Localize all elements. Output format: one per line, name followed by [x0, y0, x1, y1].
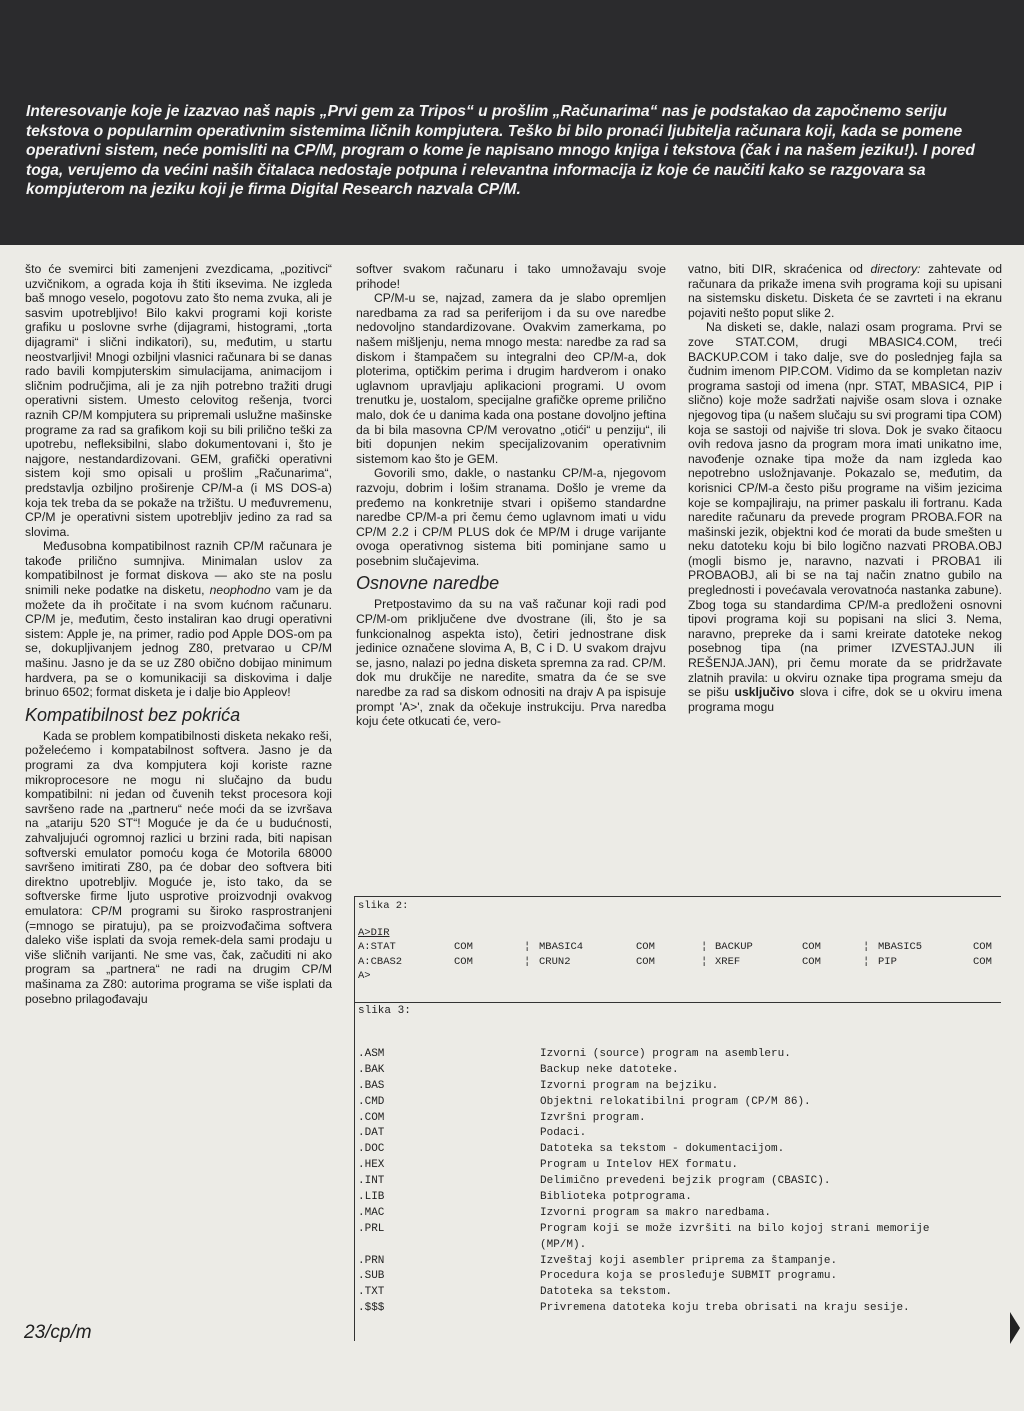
file-extension: .BAK	[358, 1063, 385, 1076]
dir-prompt: A>	[358, 970, 371, 982]
file-type-description: Izvorni program na bejziku.	[540, 1079, 719, 1092]
column-2	[356, 262, 666, 729]
file-type-description: Podaci.	[540, 1127, 587, 1140]
intro-text: Interesovanje koje je izazvao naš napis „Prvi gem za Tripos“ u prošlim „Računarima“ nas je podstakao da započnemo seriju tekstova o popularnim operativnim sistemima ličnih kompjutera. Teško bi bilo pronaći ljubitelja računara koji, kada se pomene operativni sistem, neće pomisliti na CP/M, program o kome je napisano mnogo knjiga i tekstova (čak i na našem jeziku!). I pored toga, verujemo da većini naših čitalaca nedostaje potpuna i relevantna informacija iz koje će naučiti kako se razgovara sa kompjuterom na jeziku koji je firma Digital Research nazvala CP/M.	[26, 103, 975, 198]
file-type-row	[358, 1269, 998, 1285]
file-extension: .MAC	[358, 1206, 385, 1219]
paragraph: Na disketi se, dakle, nalazi osam programa. Prvi se zove STAT.COM, drugi MBASIC4.COM, treći BACKUP.COM i tako dalje, sve do poslednjeg fajla sa čudnim imenom PIP.COM. Vidimo da se kompletan naziv programa sastoji od imena (npr. STAT, MBASIC4, PIP i slično) koje može sadržati najviše osam slova i oznake njegovog tipa (u našem slučaju su svi programi tipa COM) koja se sastoji od najviše tri slova. Dok je svako čitaocu ovih redova jasno da program mora imati unikatno ime, navođenje oznake tipa može da nam izgleda kao nepotrebno usložnjavanje. Pokazalo se, međutim, da korisnici CP/M-a često pišu programe na višim jezicima koje se kompajliraju, na primer paskalu ili fortranu. Kada naredite računaru da prevede program PROBA.FOR na mašinski jezik, objektni kod će morati da bude smešten u neku datoteku koju bi bilo logično nazvati PROBA.OBJ (mogli bismo je, naravno, nazvati i PROBA1 ili PROBAOBJ, ali bi se na taj način znatno gubilo na preglednosti i povećavala verovatnoća nastanka zabune). Zbog toga su standardima CP/M-a predloženi osnovni tipovi programa koji su popisani na slici 3. Nema, naravno, prepreke da i sami kreirate datoteke nekog posebnog tipa (na primer IZVESTAJ.JUN ili REŠENJA.JAN), pri čemu morate da se pridržavate zlatnih pravila: u okviru oznake tipa programa smeju da se pišu usključivo slova i cifre, dok se u okviru imena programa mogu	[688, 320, 1002, 714]
file-type-description: Program koji se može izvršiti na bilo kojoj strani memorije (MP/M).	[540, 1222, 930, 1251]
file-type-description: Izvorni (source) program na asembleru.	[540, 1048, 791, 1060]
file-type-row	[358, 1190, 998, 1206]
file-type-description: Procedura koja se prosleđuje SUBMIT programu.	[540, 1270, 838, 1283]
file-extension: .CMD	[358, 1095, 385, 1108]
file-extension: .HEX	[358, 1159, 385, 1172]
file-type-description: Privremena datoteka koju treba obrisati na kraju sesije.	[540, 1302, 910, 1315]
paragraph: Međusobna kompatibilnost raznih CP/M računara je takođe prilično sumnjiva. Minimalan uslov za kompatibilnost je format diskova — ako ste na poslu snimili neke podatke na disketu, neophodno vam je da možete da ih pročitate i na svom kućnom računaru. CP/M je, međutim, često instaliran kao drugi operativni sistem: Apple je, na primer, radio pod Apple DOS-om pa se, dokupljivanjem jednog Z80, pretvarao u CP/M mašinu. Jasno je da se uz Z80 obično dobijao minimum hardvera, pa se o komunikaciji sa diskovima i dalje brinuo 6502; format disketa je i dalje bio Appleov!	[25, 539, 332, 700]
paragraph: vatno, biti DIR, skraćenica od directory: zahtevate od računara da prikaže imena svih programa koji su upisani na sistemsku disketu. Disketa će se zavrteti i na ekranu pojaviti nešto poput slike 2.	[688, 262, 1002, 320]
file-type-row	[358, 1301, 998, 1333]
file-type-row	[358, 1063, 998, 1079]
file-type-description: Izveštaj koji asembler priprema za štampanje.	[540, 1254, 838, 1267]
file-extension: .LIB	[358, 1191, 385, 1204]
file-type-description: Izvršni program.	[540, 1111, 646, 1124]
file-type-row	[358, 1158, 998, 1174]
paragraph: Pretpostavimo da su na vaš računar koji radi pod CP/M-om priključene dve dvostrane (ili, što je sa funkcionalnog aspekta isto), četiri jednostrane disk jedinice označene slovima A, B, C i D. U svakom drajvu se, jasno, nalazi po jedna disketa spremna za rad. CP/M. dok mu drukčije ne naredite, smatra da će se sve naredbe za rad sa diskom odnositi na drajv A pa ispisuje prompt 'A>', znak da očekuje instrukciju. Prva naredba koju ćete otkucati će, vero-	[356, 597, 666, 729]
file-extension: .PRL	[358, 1222, 385, 1235]
continue-arrow-icon	[1010, 1312, 1020, 1344]
column-separator: ¦	[863, 941, 870, 953]
file-extension: .DOC	[358, 1143, 385, 1156]
page-footer: 23/cp/m	[24, 1322, 92, 1343]
file-type-row	[358, 1285, 998, 1301]
file-extension: .COM	[358, 1111, 385, 1124]
file-extension: .SUB	[358, 1270, 385, 1283]
file-type-row	[358, 1111, 998, 1127]
file-type-description: Delimično prevedeni bejzik program (CBASIC).	[540, 1175, 831, 1188]
file-type-description: Program u Intelov HEX formatu.	[540, 1159, 739, 1172]
file-extension: .INT	[358, 1175, 385, 1188]
file-type-row	[358, 1047, 998, 1063]
file-type-description: Izvorni program sa makro naredbama.	[540, 1206, 772, 1219]
file-type-row	[358, 1254, 998, 1270]
column-1	[25, 262, 332, 1006]
file-type-description: Biblioteka potprograma.	[540, 1191, 692, 1204]
file-type-description: Backup neke datoteke.	[540, 1063, 679, 1076]
section-heading: Kompatibilnost bez pokrića	[25, 704, 241, 725]
figure-caption: slika 2:	[358, 900, 409, 912]
paragraph: softver svakom računaru i tako umnožavaju svoje prihode!	[356, 262, 666, 291]
column-separator: ¦	[524, 956, 531, 968]
dir-row: A:STAT COM ¦ MBASIC4 COM ¦ BACKUP COM ¦ MBASIC5 COM	[358, 941, 992, 953]
file-type-row	[358, 1142, 998, 1158]
file-type-description: Datoteka sa tekstom.	[540, 1286, 673, 1299]
figure-slika-2	[354, 896, 1001, 1003]
dir-command: A>DIR	[358, 927, 390, 939]
file-type-row	[358, 1206, 998, 1222]
file-type-description: Objektni relokatibilni program (CP/M 86).	[540, 1095, 811, 1108]
figure-caption: slika 3:	[358, 1005, 411, 1017]
file-type-row	[358, 1126, 998, 1142]
file-type-row	[358, 1079, 998, 1095]
file-extension: .DAT	[358, 1127, 385, 1140]
file-extension: .PRN	[358, 1254, 385, 1267]
file-type-description: Datoteka sa tekstom - dokumentacijom.	[540, 1143, 785, 1156]
column-separator: ¦	[524, 941, 531, 953]
header-band	[0, 0, 1024, 245]
file-type-row	[358, 1222, 998, 1254]
column-separator: ¦	[701, 956, 708, 968]
file-extension: .BAS	[358, 1079, 385, 1092]
file-extension: .$$$	[358, 1302, 385, 1315]
column-3	[688, 262, 1002, 714]
file-type-list	[358, 1047, 998, 1333]
paragraph: Kada se problem kompatibilnosti disketa nekako reši, poželećemo i kompatabilnost softvera. Jasno je da programi za dva kompjutera koji koriste razne mikroprocesore ne mogu ni slučajno da budu kompatibilni: ni jedan od čuvenih tekst procesora koji savršeno rade na „partneru“ neće moći da se izvršava na „atariju 520 ST“! Moguće je da će u budućnosti, zahvaljujući ogromnoj razlici u brzini rada, biti napisan softverski emulator pomoću koga će Motorila 68000 savršeno imitirati Z80, pa će dobar deo softvera biti direktno upotrebljiv. Moguće je, isto tako, da se softverske firme ljuto usprotive proizvodnji ovakvog emulatora: CP/M programi su široko rasprostranjeni (=mnogo se piratuju), pa se proizvođačima softvera daleko više isplati da svoja remek-dela sami prodaju u više sličnih varijanti. Ne sme vas, čak, začuditi ni ako program sa „partnera“ ne radi na drugim CP/M mašinama za Z80: autorima programa se više isplati da posebno prilagođavaju	[25, 728, 332, 1006]
file-extension: .TXT	[358, 1286, 385, 1299]
section-heading: Osnovne naredbe	[356, 573, 500, 594]
file-extension: .ASM	[358, 1048, 385, 1060]
figure-slika-3	[354, 1002, 1001, 1341]
dir-row: A:CBAS2 COM ¦ CRUN2 COM ¦ XREF COM ¦ PIP COM	[358, 956, 992, 968]
file-type-row	[358, 1095, 998, 1111]
column-separator: ¦	[701, 941, 708, 953]
column-separator: ¦	[863, 956, 870, 968]
paragraph: Govorili smo, dakle, o nastanku CP/M-a, njegovom razvoju, dobrim i lošim stranama. Došlo je vreme da pređemo na konkretnije stvari i opišemo standardne naredbe CP/M-a pri čemu ćemo uglavnom imati u vidu CP/M 2.2 i CP/M PLUS dok će MP/M i druge varijante ovoga operativnog sistema biti pominjane samo u posebnim slučajevima.	[356, 466, 666, 568]
paragraph: CP/M-u se, najzad, zamera da je slabo opremljen naredbama za rad sa periferijom i da su ove naredbe nedovoljno standardizovane. Ovakvim zamerkama, po našem mišljenju, nema mnogo mesta: naredbe za rad sa diskom i štampačem su integralni deo CP/M-a, dok ploterima, optičkim perima i drugim hardverom i onako uglavnom upravljaju aplikacioni programi. U ovom trenutku je, uostalom, specijalne grafičke opreme prilično malo, dok će u danima kada ona postane dovoljno jeftina da bi bila masovna CP/M verovatno „otići“ u penziju“, ili biti dopunjen nekim specijalizovanim operativnim sistemom kao što je GEM.	[356, 291, 666, 466]
file-type-row	[358, 1174, 998, 1190]
paragraph: što će svemirci biti zamenjeni zvezdicama, „pozitivci“ uzvičnikom, a ograda koja ih štiti iksevima. Ne izgleda baš mnogo veselo, pogotovu zato što nema zvuka, ali je sasvim upotrebljivo! Bilo kakvi programi koji koriste grafiku u poslovne svrhe (dijagrami, histogrami, „torta dijagrami“ i slični indikatori), su, međutim, u startu neostvarljivi! Mnogi ozbiljni vlasnici računara bi se danas rado bavili kompjuterskim simulacijama, animacijom i sličnim područjima, ali je za njih potrebno tražiti drugi operativni sistem. Umesto celovitog rešenja, tvorci raznih CP/M kompjutera su pripremali uslužne mašinske programe za rad sa grafikom koji su bili prilično teški za upotrebu, nefleksibilni, slabo dokumentovani i, što je najgore, nestandardizovani. GEM, grafički operativni sistem koji smo opisali u prošlim „Računarima“, predstavlja ozbiljno proširenje CP/M-a (i MS DOS-a) koja tek treba da se pokaže na tržištu. U međuvremenu, CP/M je operativni sistem upotrebljiv jedino za rad sa slovima.	[25, 262, 332, 539]
